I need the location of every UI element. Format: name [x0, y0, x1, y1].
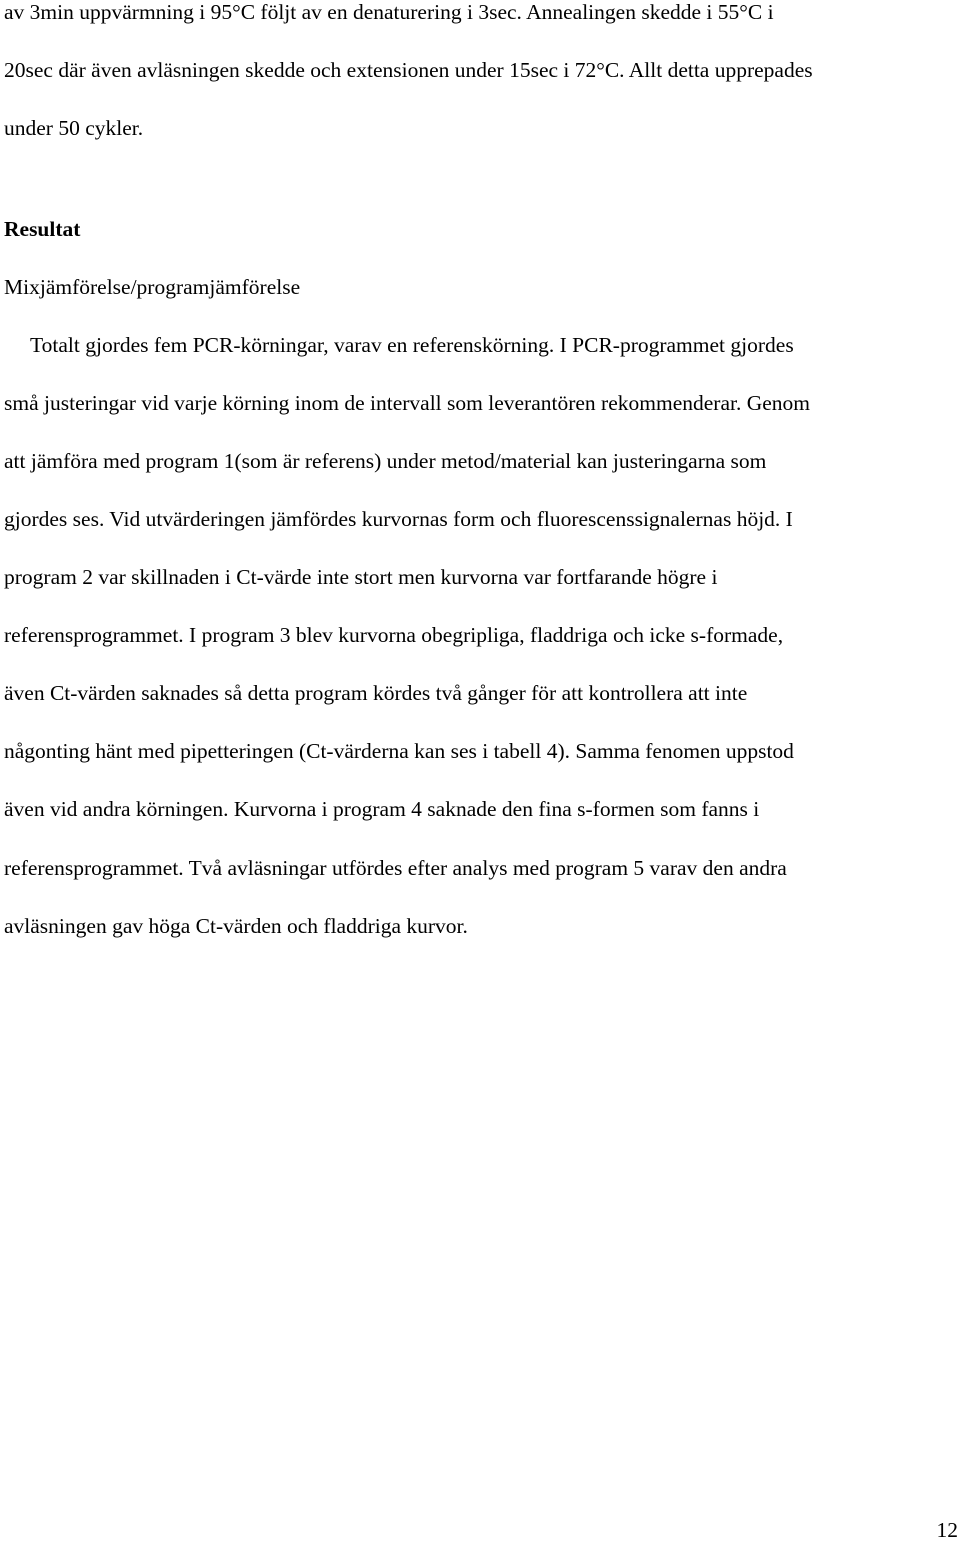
paragraph-line-6: referensprogrammet. I program 3 blev kurvorna obegripliga, fladdriga och icke s-formade,	[4, 623, 784, 647]
paragraph-line-1: Totalt gjordes fem PCR-körningar, varav en referenskörning. I PCR-programmet gjordes	[30, 333, 794, 357]
page-number: 12	[936, 1518, 958, 1542]
intro-line-2: 20sec där även avläsningen skedde och extensionen under 15sec i 72°C. Allt detta upprepades	[4, 58, 813, 82]
intro-line-1: av 3min uppvärmning i 95°C följt av en denaturering i 3sec. Annealingen skedde i 55°C i	[4, 0, 774, 24]
paragraph-line-10: referensprogrammet. Två avläsningar utfördes efter analys med program 5 varav den andra	[4, 856, 787, 880]
paragraph-line-11: avläsningen gav höga Ct-värden och fladdriga kurvor.	[4, 914, 468, 938]
paragraph-line-5: program 2 var skillnaden i Ct-värde inte stort men kurvorna var fortfarande högre i	[4, 565, 718, 589]
paragraph-line-8: någonting hänt med pipetteringen (Ct-värderna kan ses i tabell 4). Samma fenomen uppstod	[4, 739, 794, 763]
paragraph-line-9: även vid andra körningen. Kurvorna i program 4 saknade den fina s-formen som fanns i	[4, 797, 760, 821]
paragraph-line-3: att jämföra med program 1(som är referens) under metod/material kan justeringarna som	[4, 449, 767, 473]
paragraph-line-2: små justeringar vid varje körning inom de intervall som leverantören rekommenderar. Genom	[4, 391, 811, 415]
section-heading: Resultat	[4, 217, 81, 241]
section-subheading: Mixjämförelse/programjämförelse	[4, 275, 301, 299]
paragraph-line-7: även Ct-värden saknades så detta program kördes två gånger för att kontrollera att inte	[4, 681, 748, 705]
intro-line-3: under 50 cykler.	[4, 116, 144, 140]
paragraph-line-4: gjordes ses. Vid utvärderingen jämfördes kurvornas form och fluorescenssignalernas höjd. I	[4, 507, 793, 531]
